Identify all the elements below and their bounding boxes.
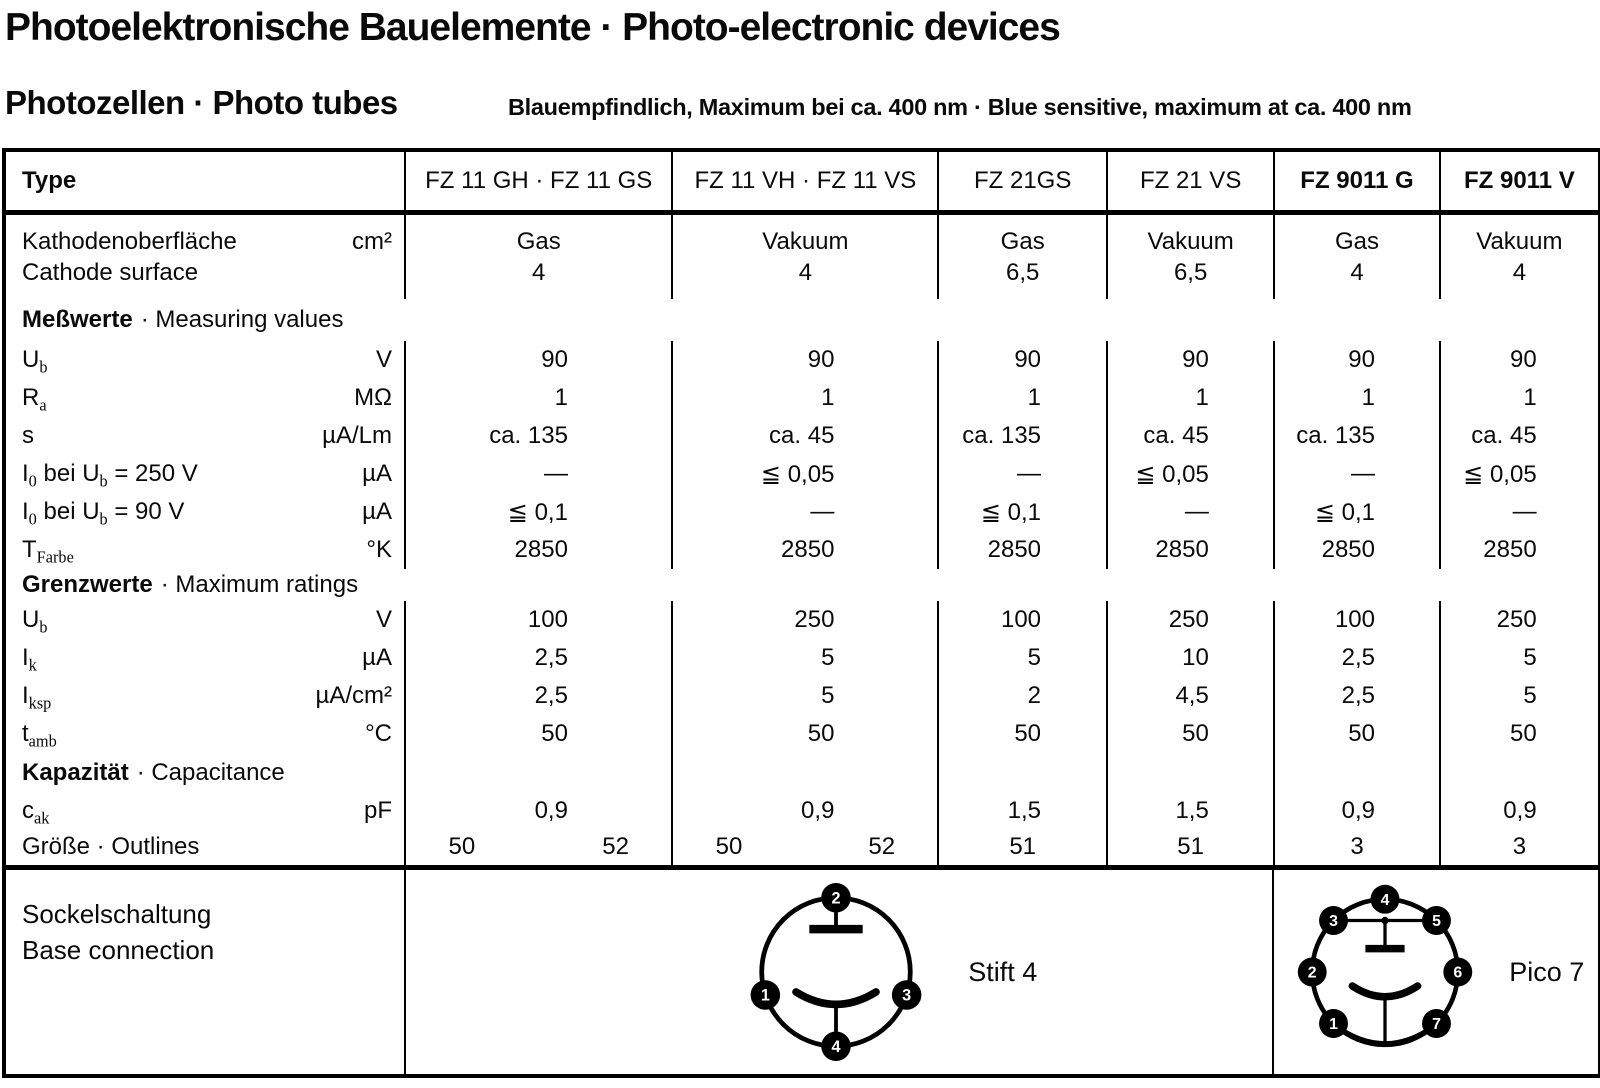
- parameter-value: 250: [1168, 606, 1209, 633]
- cathode-value-cell: [937, 215, 1106, 299]
- parameter-value: 50: [1014, 720, 1042, 747]
- section-title-rest: · Measuring values: [140, 306, 344, 333]
- pin-1-marker: [751, 980, 781, 1010]
- param-unit: °K: [366, 536, 392, 563]
- param-unit: V: [375, 346, 392, 373]
- param-name-de: Kathodenoberfläche: [22, 227, 237, 255]
- value-cell: [404, 677, 671, 715]
- base-connection-section: [6, 865, 1598, 1074]
- parameter-value: 2: [1027, 682, 1042, 709]
- parameter-value: 100: [527, 606, 568, 633]
- section-title-bold: Meßwerte: [22, 306, 133, 333]
- parameter-cell: [6, 677, 404, 715]
- value-cell: [1273, 793, 1439, 829]
- value-cell: [1106, 677, 1273, 715]
- value-cell: [671, 793, 937, 829]
- parameter-value: —: [810, 498, 835, 525]
- value-cell: [1106, 601, 1273, 639]
- stift4-diagram-wrap: [736, 872, 936, 1072]
- cathode-area-value: 6,5: [1173, 259, 1208, 286]
- section-title-rest: · Maximum ratings: [160, 571, 359, 598]
- value-cell: [937, 455, 1106, 493]
- parameter-value: 2850: [1155, 536, 1209, 563]
- parameter-value: 250: [1496, 606, 1537, 633]
- outline-number: 50: [448, 833, 476, 860]
- parameter-cell: [6, 639, 404, 677]
- parameter-row: [6, 715, 1598, 753]
- empty-cell: [1439, 753, 1598, 793]
- svg-text:2: 2: [1308, 964, 1317, 982]
- value-cell: [1439, 455, 1598, 493]
- outline-value-cell: [937, 829, 1106, 865]
- parameter-row: [6, 493, 1598, 531]
- fill-type: Vakuum: [1147, 227, 1234, 255]
- parameter-cell: [6, 531, 404, 569]
- fill-type: Gas: [1334, 227, 1379, 255]
- section-title-cell: [6, 753, 404, 793]
- parameter-value: 2850: [514, 536, 568, 563]
- outline-value-cell: [671, 829, 937, 865]
- value-cell: [671, 455, 937, 493]
- cathode-value-cell: [1106, 215, 1273, 299]
- parameter-value: 50: [1509, 720, 1537, 747]
- param-unit: cm²: [352, 227, 392, 255]
- parameter-row: [6, 639, 1598, 677]
- parameter-value: ≦ 0,05: [1135, 460, 1209, 488]
- parameter-value: 4,5: [1175, 682, 1209, 709]
- pico7-diagram-wrap: [1287, 874, 1483, 1070]
- parameter-cell: [6, 601, 404, 639]
- parameter-value: 1: [1195, 384, 1209, 411]
- parameter-value: 2850: [1321, 536, 1375, 563]
- value-cell: [404, 793, 671, 829]
- outlines-label: Größe · Outlines: [22, 833, 200, 860]
- parameter-value: 1: [821, 384, 835, 411]
- fill-type: Gas: [1000, 227, 1045, 255]
- parameter-value: ca. 45: [1143, 422, 1209, 449]
- empty-cell: [937, 753, 1106, 793]
- section-header: [6, 569, 1598, 601]
- base-connection-label: [6, 870, 404, 1074]
- section-header-row: [6, 753, 1598, 793]
- cathode-surface-row: [6, 215, 1598, 299]
- cathode-area-value: 6,5: [1006, 259, 1040, 286]
- parameter-value: 5: [1523, 644, 1537, 671]
- parameter-value: 5: [1027, 644, 1042, 671]
- value-cell: [404, 493, 671, 531]
- value-cell: [404, 379, 671, 417]
- section-title-bold: Grenzwerte: [22, 571, 153, 598]
- svg-text:5: 5: [1432, 913, 1442, 931]
- column-header-fz-9011-g: [1273, 152, 1439, 210]
- spec-table: [2, 148, 1600, 1078]
- parameter-value: 90: [541, 346, 568, 373]
- value-cell: [1273, 379, 1439, 417]
- svg-text:4: 4: [831, 1038, 841, 1056]
- value-cell: [1439, 341, 1598, 379]
- cathode-area-value: 4: [1350, 259, 1364, 286]
- parameter-value: —: [1512, 498, 1537, 525]
- parameter-value: 2,5: [534, 644, 568, 671]
- parameter-name: $t_{amb}$: [22, 720, 57, 751]
- svg-text:3: 3: [902, 986, 912, 1005]
- fill-type: Vakuum: [762, 227, 849, 255]
- parameter-value: 10: [1182, 644, 1209, 671]
- fill-type: Gas: [516, 227, 561, 255]
- param-unit: µA: [362, 644, 392, 671]
- stift4-cell: [404, 870, 1272, 1074]
- parameter-name: $I_0$ bei $U_b = 90$ V: [22, 498, 185, 529]
- parameter-row: [6, 793, 1598, 829]
- parameter-value: 1: [1523, 384, 1537, 411]
- parameter-cell: [6, 455, 404, 493]
- value-cell: [1106, 793, 1273, 829]
- parameter-value: ≦ 0,05: [1463, 460, 1537, 488]
- svg-text:3: 3: [1329, 913, 1339, 931]
- parameter-value: 50: [1348, 720, 1375, 747]
- value-cell: [671, 493, 937, 531]
- type-header: Type: [22, 167, 77, 194]
- outlines-label-cell: [6, 829, 404, 865]
- column-header-label: FZ 9011 G: [1300, 167, 1414, 194]
- base-label-de: Sockelschaltung: [22, 899, 212, 929]
- parameter-value: 90: [1014, 346, 1042, 373]
- value-cell: [1273, 493, 1439, 531]
- cathode-name-line: [6, 226, 404, 257]
- value-cell: [937, 677, 1106, 715]
- param-unit: V: [375, 606, 392, 633]
- value-cell: [1106, 455, 1273, 493]
- pin-2-marker: [1298, 958, 1327, 987]
- parameter-value: ≦ 0,1: [507, 498, 568, 526]
- outline-value-cell: [1106, 829, 1273, 865]
- parameter-value: ≦ 0,1: [980, 498, 1042, 526]
- parameter-value: 2,5: [1341, 644, 1375, 671]
- empty-cell: [1106, 753, 1273, 793]
- value-cell: [1273, 531, 1439, 569]
- value-cell: [1273, 639, 1439, 677]
- value-cell: [937, 379, 1106, 417]
- page-subtitle: Photozellen · Photo tubes: [5, 84, 398, 121]
- outline-value-cell: [1273, 829, 1439, 865]
- pin-3-marker: [1319, 906, 1348, 935]
- value-cell: [937, 417, 1106, 455]
- outlines-row: [6, 829, 1598, 865]
- parameter-value: —: [1351, 460, 1375, 487]
- cathode-area-value: 4: [1512, 259, 1527, 286]
- parameter-value: 90: [1348, 346, 1375, 373]
- cathode-area-value: 4: [532, 259, 546, 286]
- parameter-value: 50: [541, 720, 568, 747]
- pin-7-marker: [1422, 1009, 1451, 1038]
- value-cell: [1439, 715, 1598, 753]
- parameter-name: $U_b$: [22, 346, 48, 377]
- parameter-cell: [6, 379, 404, 417]
- outline-pair: [673, 833, 937, 861]
- value-cell: [1106, 341, 1273, 379]
- parameter-value: 2850: [781, 536, 835, 563]
- parameter-value: ca. 135: [1296, 422, 1375, 449]
- parameter-value: 90: [1182, 346, 1209, 373]
- outline-number: 51: [1009, 833, 1037, 860]
- column-header-fz-21gs: [937, 152, 1106, 210]
- value-cell: [1106, 379, 1273, 417]
- parameter-value: 5: [821, 644, 835, 671]
- value-cell: [1106, 493, 1273, 531]
- value-cell: [1273, 341, 1439, 379]
- value-cell: [937, 531, 1106, 569]
- outline-number: 3: [1512, 833, 1527, 860]
- table-header-row: [6, 152, 1598, 215]
- param-unit: µA/Lm: [322, 422, 392, 449]
- pin-4-marker: [1371, 885, 1400, 914]
- value-cell: [937, 341, 1106, 379]
- pin-5-marker: [1422, 906, 1451, 935]
- outline-value-cell: [404, 829, 671, 865]
- param-unit: µA/cm²: [315, 682, 392, 709]
- param-name-en: Cathode surface: [22, 259, 199, 286]
- parameter-name: $T_{Farbe}$: [22, 536, 74, 567]
- empty-cell: [404, 753, 671, 793]
- parameter-row: [6, 677, 1598, 715]
- parameter-value: ca. 45: [1471, 422, 1537, 449]
- pin-6-marker: [1444, 958, 1473, 987]
- value-cell: [671, 601, 937, 639]
- parameter-value: —: [543, 460, 568, 487]
- parameter-value: ca. 135: [489, 422, 568, 449]
- parameter-name: $I_k$: [22, 644, 37, 675]
- sensitivity-note: Blauempfindlich, Maximum bei ca. 400 nm · Blue sensitive, maximum at ca. 400 nm: [508, 94, 1412, 120]
- column-header-label: FZ 11 VH · FZ 11 VS: [694, 167, 917, 194]
- param-unit: µA: [362, 498, 392, 525]
- parameter-row: [6, 379, 1598, 417]
- value-cell: [404, 639, 671, 677]
- svg-text:2: 2: [831, 889, 841, 908]
- parameter-value: —: [1184, 498, 1209, 525]
- parameter-name: s: [22, 422, 34, 449]
- parameter-cell: [6, 715, 404, 753]
- parameter-row: [6, 601, 1598, 639]
- parameter-cell: [6, 793, 404, 829]
- parameter-row: [6, 455, 1598, 493]
- value-cell: [937, 601, 1106, 639]
- cathode-value-cell: [404, 215, 671, 299]
- pin-3-marker: [892, 980, 922, 1010]
- parameter-value: 2850: [987, 536, 1042, 563]
- value-cell: [937, 639, 1106, 677]
- section-header: [6, 299, 1598, 341]
- outline-number: 52: [602, 833, 629, 860]
- parameter-value: 0,9: [801, 797, 835, 824]
- value-cell: [937, 793, 1106, 829]
- parameter-value: 50: [1182, 720, 1209, 747]
- value-cell: [1273, 677, 1439, 715]
- param-unit: pF: [363, 797, 392, 824]
- value-cell: [671, 417, 937, 455]
- value-cell: [1439, 601, 1598, 639]
- value-cell: [671, 379, 937, 417]
- parameter-value: 0,9: [1341, 797, 1375, 824]
- svg-text:6: 6: [1453, 964, 1463, 982]
- value-cell: [404, 531, 671, 569]
- value-cell: [404, 455, 671, 493]
- value-cell: [1439, 793, 1598, 829]
- parameter-value: —: [1017, 460, 1042, 487]
- value-cell: [1273, 601, 1439, 639]
- empty-cell: [1273, 753, 1439, 793]
- column-header-label: FZ 11 GH · FZ 11 GS: [425, 167, 653, 194]
- value-cell: [671, 715, 937, 753]
- parameter-value: 0,9: [534, 797, 568, 824]
- value-cell: [1439, 379, 1598, 417]
- value-cell: [404, 417, 671, 455]
- cathode-value-cell: [671, 215, 937, 299]
- parameter-value: 90: [807, 346, 835, 373]
- stift4-base-diagram: [736, 872, 936, 1072]
- base-label-en: Base connection: [22, 935, 215, 966]
- parameter-row: [6, 341, 1598, 379]
- parameter-value: ca. 135: [962, 422, 1042, 449]
- cathode-area-value: 4: [798, 259, 813, 286]
- column-header-fz-21-vs: [1106, 152, 1273, 210]
- value-cell: [671, 677, 937, 715]
- column-header-label: FZ 21 VS: [1139, 167, 1242, 194]
- value-cell: [1106, 417, 1273, 455]
- parameter-value: 2850: [1483, 536, 1537, 563]
- value-cell: [404, 601, 671, 639]
- value-cell: [671, 341, 937, 379]
- parameter-value: 1,5: [1007, 797, 1042, 824]
- pin-2-marker: [822, 883, 852, 913]
- parameter-value: 100: [1334, 606, 1375, 633]
- section-title-rest: · Capacitance: [136, 759, 285, 786]
- value-cell: [1273, 715, 1439, 753]
- parameter-value: ca. 45: [769, 422, 835, 449]
- value-cell: [404, 715, 671, 753]
- value-cell: [1439, 677, 1598, 715]
- empty-cell: [671, 753, 937, 793]
- pico7-label: Pico 7: [1509, 956, 1585, 987]
- svg-text:1: 1: [761, 986, 771, 1005]
- pin-1-marker: [1319, 1009, 1348, 1038]
- value-cell: [1439, 493, 1598, 531]
- svg-text:7: 7: [1432, 1016, 1442, 1034]
- parameter-row: [6, 531, 1598, 569]
- parameter-cell: [6, 341, 404, 379]
- outline-value-cell: [1439, 829, 1598, 865]
- value-cell: [1273, 417, 1439, 455]
- parameter-value: 1,5: [1175, 797, 1209, 824]
- section-title-bold: Kapazität: [22, 759, 129, 786]
- param-unit: °C: [365, 720, 392, 747]
- column-header-fz-11-gh-fz-11-gs: [404, 152, 671, 210]
- parameter-value: 100: [1000, 606, 1042, 633]
- value-cell: [1439, 639, 1598, 677]
- value-cell: [937, 493, 1106, 531]
- outline-number: 3: [1350, 833, 1364, 860]
- parameter-name: $R_a$: [22, 384, 47, 415]
- parameter-row: [6, 417, 1598, 455]
- svg-text:1: 1: [1329, 1016, 1339, 1034]
- parameter-value: 1: [554, 384, 568, 411]
- value-cell: [1106, 639, 1273, 677]
- svg-text:4: 4: [1380, 891, 1390, 909]
- pico7-base-diagram: [1287, 874, 1483, 1070]
- fill-type: Vakuum: [1476, 227, 1563, 255]
- parameter-name: $I_{ksp}$: [22, 682, 52, 713]
- parameter-value: 90: [1509, 346, 1537, 373]
- outline-number: 50: [715, 833, 743, 860]
- value-cell: [1273, 455, 1439, 493]
- parameter-cell: [6, 417, 404, 455]
- column-header-fz-9011-v: [1439, 152, 1598, 210]
- page-title: Photoelektronische Bauelemente · Photo-electronic devices: [5, 6, 1060, 49]
- parameter-value: 50: [807, 720, 835, 747]
- value-cell: [1106, 531, 1273, 569]
- cathode-value-cell: [1439, 215, 1598, 299]
- parameter-value: 250: [794, 606, 835, 633]
- parameter-value: 5: [821, 682, 835, 709]
- cathode-value-cell: [1273, 215, 1439, 299]
- cathode-surface-param: [6, 215, 404, 299]
- parameter-value: 1: [1361, 384, 1375, 411]
- value-cell: [1106, 715, 1273, 753]
- parameter-value: 1: [1027, 384, 1042, 411]
- param-unit: MΩ: [354, 384, 392, 411]
- outline-number: 51: [1177, 833, 1204, 860]
- parameter-name: $U_b$: [22, 606, 48, 637]
- parameter-name: $c_{ak}$: [22, 797, 50, 828]
- value-cell: [937, 715, 1106, 753]
- parameter-value: 0,9: [1503, 797, 1537, 824]
- parameter-value: 2,5: [534, 682, 568, 709]
- parameter-value: 5: [1523, 682, 1537, 709]
- value-cell: [1439, 417, 1598, 455]
- column-header-label: FZ 21GS: [974, 167, 1072, 194]
- value-cell: [404, 341, 671, 379]
- stift4-label: Stift 4: [968, 956, 1038, 987]
- value-cell: [1439, 531, 1598, 569]
- parameter-value: ≦ 0,1: [1314, 498, 1375, 526]
- column-header-label: FZ 9011 V: [1464, 167, 1575, 194]
- parameter-value: 2,5: [1341, 682, 1375, 709]
- column-header-fz-11-vh-fz-11-vs: [671, 152, 937, 210]
- pico7-cell: [1272, 870, 1598, 1074]
- value-cell: [671, 639, 937, 677]
- outline-pair: [406, 833, 671, 861]
- value-cell: [671, 531, 937, 569]
- parameter-cell: [6, 493, 404, 531]
- outline-number: 52: [868, 833, 896, 860]
- pin-4-marker: [822, 1032, 852, 1062]
- parameter-name: $I_0$ bei $U_b = 250$ V: [22, 460, 198, 491]
- parameter-value: ≦ 0,05: [760, 460, 835, 488]
- param-unit: µA: [362, 460, 392, 487]
